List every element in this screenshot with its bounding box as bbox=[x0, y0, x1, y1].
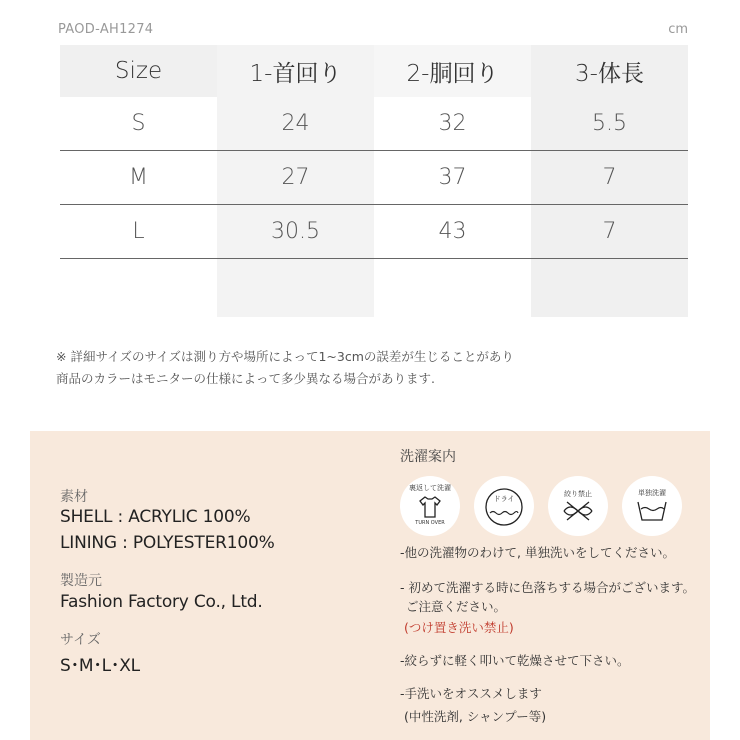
table-row bbox=[60, 97, 688, 150]
icon-caption: ドライ bbox=[493, 495, 515, 503]
no-wring-icon bbox=[548, 476, 608, 536]
icon-subcaption: TURN OVER bbox=[415, 519, 445, 526]
wash-guide-title: 洗濯案内 bbox=[400, 449, 456, 465]
shirt-glyph bbox=[417, 494, 443, 520]
size-note: ※ 詳細サイズのサイズは測り方や場所によって1~3cmの誤差が生じることがあり bbox=[56, 349, 514, 364]
table-cell: 32 bbox=[438, 111, 467, 136]
unit-label: cm bbox=[668, 22, 688, 37]
wash-note: - 初めて洗濯する時に色落ちする場合がございます。 bbox=[400, 580, 695, 595]
table-cell: 24 bbox=[281, 111, 310, 136]
material-label: 素材 bbox=[60, 489, 88, 505]
wash-note: ご注意ください。 bbox=[406, 599, 507, 614]
table-cell: M bbox=[129, 165, 148, 190]
table-cell: 5.5 bbox=[592, 111, 627, 136]
material-shell: SHELL : ACRYLIC 100% bbox=[60, 507, 251, 527]
wring-cross-glyph bbox=[561, 500, 595, 522]
icon-caption: 単独洗濯 bbox=[638, 488, 666, 497]
table-cell: 27 bbox=[281, 165, 310, 190]
maker-label: 製造元 bbox=[60, 573, 102, 589]
basin-glyph bbox=[636, 499, 668, 523]
icon-caption: 絞り禁止 bbox=[564, 489, 592, 498]
color-note: 商品のカラーはモニターの仕様によって多少異なる場合があります. bbox=[56, 371, 435, 386]
table-cell: S bbox=[131, 111, 146, 136]
table-cell: 7 bbox=[602, 219, 617, 244]
table-header-row bbox=[60, 45, 688, 97]
table-cell: 30.5 bbox=[271, 219, 320, 244]
wash-note: -絞らずに軽く叩いて乾燥させて下さい。 bbox=[400, 653, 630, 668]
material-lining: LINING : POLYESTER100% bbox=[60, 533, 275, 553]
header-cell: 3-体長 bbox=[575, 60, 644, 87]
header-cell: 2-胴回り bbox=[406, 60, 499, 87]
table-row bbox=[60, 151, 688, 204]
header-cell: Size bbox=[114, 58, 163, 84]
wash-note: (中性洗剤, シャンプー等) bbox=[404, 709, 547, 724]
product-code: PAOD-AH1274 bbox=[58, 22, 154, 37]
table-cell: L bbox=[132, 219, 145, 244]
maker-value: Fashion Factory Co., Ltd. bbox=[60, 592, 263, 612]
table-cell: 7 bbox=[602, 165, 617, 190]
table-row bbox=[60, 205, 688, 258]
row-divider bbox=[60, 258, 688, 259]
sizes-value: S･M･L･XL bbox=[60, 656, 140, 676]
wash-note: -他の洗濯物のわけて, 単独洗いをしてください。 bbox=[400, 545, 675, 560]
sizes-label: サイズ bbox=[60, 632, 101, 648]
dry-circle-glyph bbox=[481, 483, 527, 529]
hand-wash-icon bbox=[622, 476, 682, 536]
wash-icons bbox=[400, 476, 682, 536]
header-cell: 1-首回り bbox=[249, 60, 342, 87]
wash-note-warning: (つけ置き洗い禁止) bbox=[404, 620, 514, 635]
icon-caption: 裏返して洗濯 bbox=[409, 483, 451, 492]
wash-note: -手洗いをオススメします bbox=[400, 686, 542, 701]
product-info-panel bbox=[30, 431, 710, 740]
dry-icon bbox=[474, 476, 534, 536]
turn-over-wash-icon bbox=[400, 476, 460, 536]
table-cell: 37 bbox=[438, 165, 467, 190]
table-cell: 43 bbox=[438, 219, 467, 244]
